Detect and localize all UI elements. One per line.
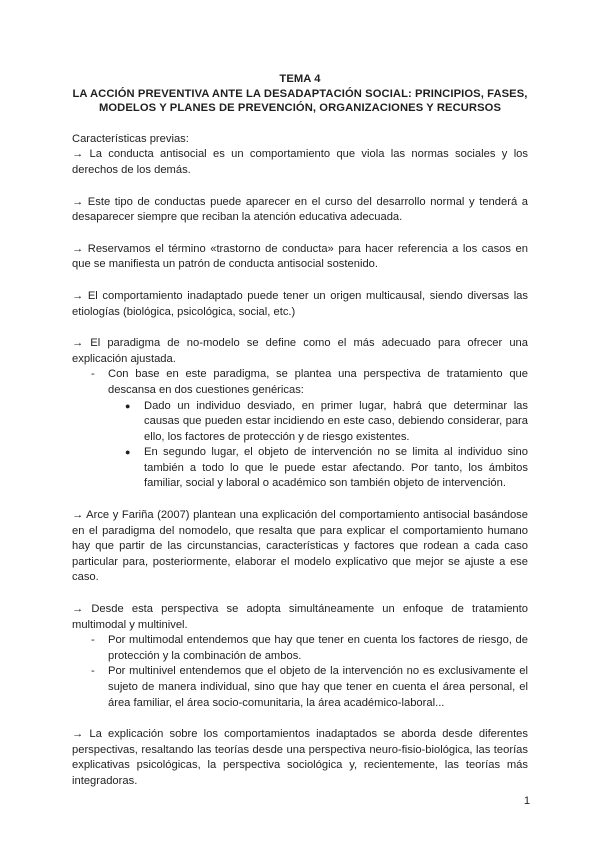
multinivel-item: - Por multinivel entendemos que el objeto de la intervención no es exclusivamente el sujeto de manera individual, sino que hay que tener en cuenta el área personal, el área familiar, el área socio-comunitaria, la área académico-laboral...	[72, 664, 528, 711]
title-line-1: LA ACCIÓN PREVENTIVA ANTE LA DESADAPTACIÓN SOCIAL: PRINCIPIOS, FASES,	[72, 87, 528, 100]
paragraph-definition: → La conducta antisocial es un comportamiento que viola las normas sociales y los derechos de los demás.	[72, 148, 528, 176]
paradigm-dash-item	[72, 367, 528, 492]
tema-heading: TEMA 4	[279, 73, 321, 85]
bullet-item-2: ● En segundo lugar, el objeto de intervención no se limita al individuo sino también a todo lo que le puede estar afectando. Por tanto, los ámbitos familiar, social y laboral o académico son también objeto de intervención.	[108, 445, 528, 492]
document-page	[72, 72, 528, 790]
paradigm-dash-text: Con base en este paradigma, se plantea una perspectiva de tratamiento que descansa en dos cuestiones genéricas:	[108, 368, 528, 396]
intro-label: Características previas:	[72, 132, 189, 145]
paragraph-theories: → La explicación sobre los comportamientos inadaptados se aborda desde diferentes perspectivas, resaltando las teorías desde una perspectiva neuro-fisio-biológica, las teorías explicativas psicológicas, la perspectiva sociológica y, recientemente, las teorías más integradoras.	[72, 728, 528, 787]
paragraph-development: → Este tipo de conductas puede aparecer en el curso del desarrollo normal y tenderá a desaparecer siempre que reciban la atención educativa adecuada.	[72, 195, 528, 224]
paragraph-no-model: → El paradigma de no-modelo se define como el más adecuado para ofrecer una explicación ajustada.	[72, 337, 528, 365]
title-line-2: MODELOS Y PLANES DE PREVENCIÓN, ORGANIZACIONES Y RECURSOS	[98, 102, 502, 115]
paragraph-disorder-term: → Reservamos el término «trastorno de conducta» para hacer referencia a los casos en que se manifiesta un patrón de conducta antisocial sostenido.	[72, 242, 528, 271]
paragraph-multicausal: → El comportamiento inadaptado puede tener un origen multicausal, siendo diversas las etiologías (biológica, psicológica, social, etc.)	[72, 289, 528, 318]
paradigm-bullet-list	[108, 399, 528, 493]
multimodal-list	[72, 633, 528, 711]
paragraph-arce-farina: → Arce y Fariña (2007) plantean una explicación del comportamiento antisocial basándose en el paradigma del nomodelo, que resalta que para explicar el comportamiento humano hay que partir de las circunstancias, características y factores que rodean a cada caso particular para, posteriormente, elaborar el modelo explicativo que mejor se ajuste a ese caso.	[72, 509, 528, 584]
page-number: 1	[523, 795, 531, 807]
paragraph-perspective: → Desde esta perspectiva se adopta simultáneamente un enfoque de tratamiento multimodal y multinivel.	[72, 603, 528, 631]
multimodal-item: - Por multimodal entendemos que hay que tener en cuenta los factores de riesgo, de protección y la combinación de ambos.	[72, 633, 528, 664]
bullet-item-1: ● Dado un individuo desviado, en primer lugar, habrá que determinar las causas que pueden estar incidiendo en este caso, debiendo considerar, para ello, los factores de protección y de riesgo existentes.	[108, 399, 528, 446]
paradigm-list	[72, 367, 528, 492]
document-title	[72, 72, 528, 116]
